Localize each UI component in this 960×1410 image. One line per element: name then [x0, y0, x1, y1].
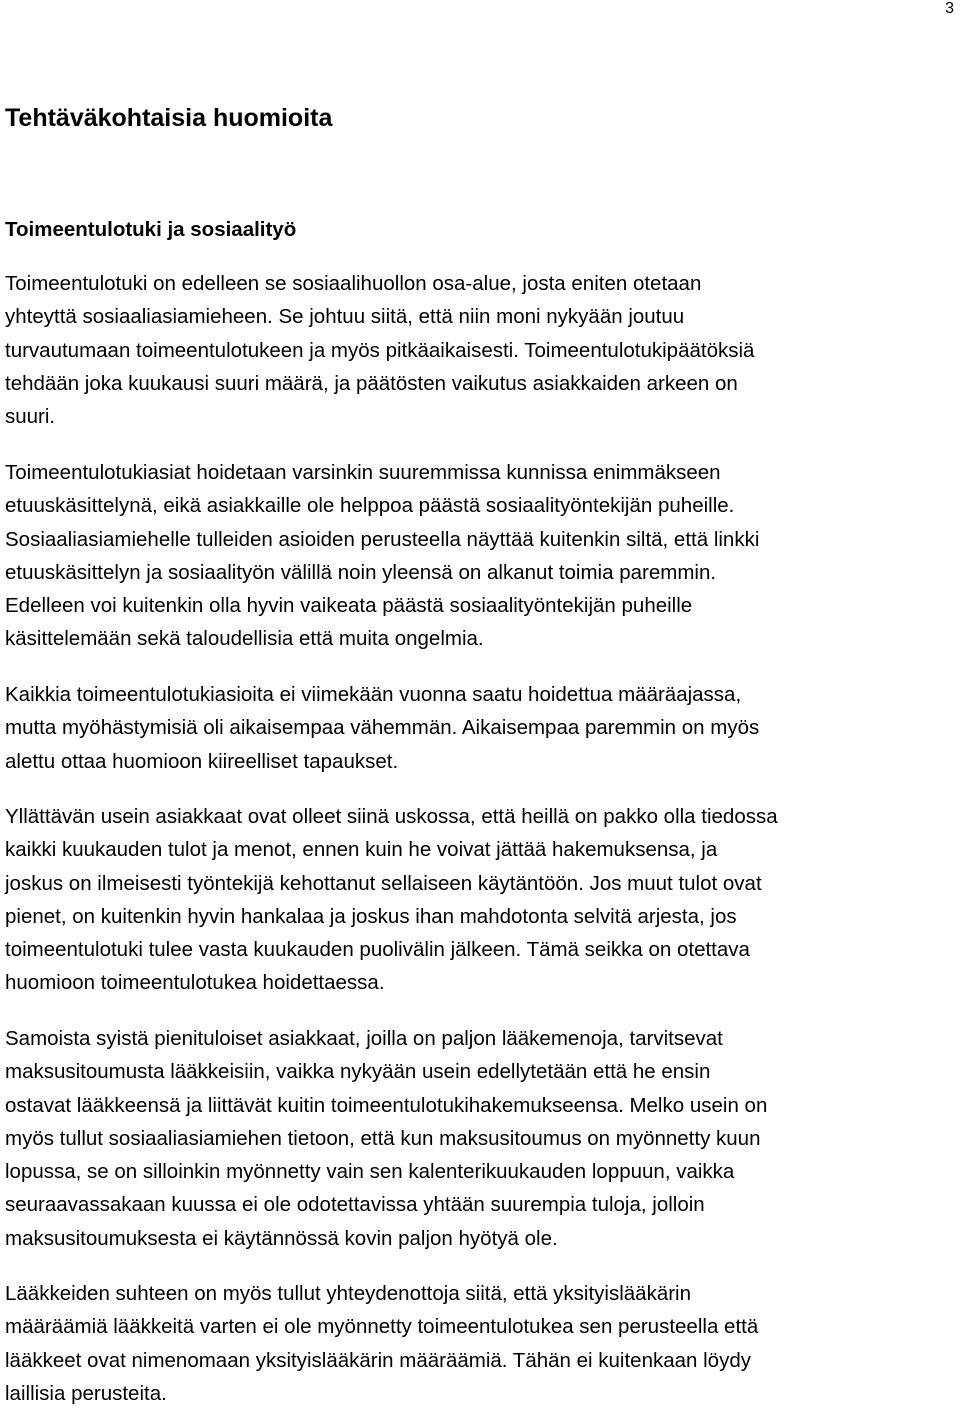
- text-line: Toimeentulotuki on edelleen se sosiaalihuollon osa-alue, josta eniten otetaan: [5, 272, 702, 295]
- section-heading: Toimeentulotuki ja sosiaalityö: [5, 218, 297, 241]
- text-line: laillisia perusteita.: [5, 1381, 167, 1405]
- paragraph: [5, 267, 754, 433]
- text-line: toimeentulotuki tulee vasta kuukauden puolivälin jälkeen. Tämä seikka on otettava: [5, 938, 750, 962]
- text-line: ostavat lääkkeensä ja liittävät kuitin toimeentulotukihakemukseensa. Melko usein on: [5, 1093, 768, 1117]
- text-line: mutta myöhästymisiä oli aikaisempaa vähemmän. Aikaisempaa paremmin on myös: [5, 716, 760, 740]
- text-line: määräämiä lääkkeitä varten ei ole myönnetty toimeentulotukea sen perusteella että: [5, 1315, 759, 1339]
- text-line: turvautumaan toimeentulotukeen ja myös pitkäaikaisesti. Toimeentulotukipäätöksiä: [5, 338, 755, 362]
- text-line: tehdään joka kuukausi suuri määrä, ja päätösten vaikutus asiakkaiden arkeen on: [5, 371, 738, 395]
- text-line: etuuskäsittelyn ja sosiaalityön välillä noin yleensä on alkanut toimia paremmin.: [5, 560, 717, 584]
- text-line: Toimeentulotukiasiat hoidetaan varsinkin suuremmissa kunnissa enimmäkseen: [5, 461, 721, 484]
- text-line: huomioon toimeentulotukea hoidettaessa.: [5, 971, 385, 995]
- paragraph: [5, 678, 759, 778]
- paragraph: [5, 1277, 758, 1410]
- text-line: kaikki kuukauden tulot ja menot, ennen kuin he voivat jättää hakemuksensa, ja: [5, 838, 718, 862]
- text-line: käsittelemään sekä taloudellisia että muita ongelmia.: [5, 627, 484, 651]
- text-line: etuuskäsittelynä, eikä asiakkaille ole helppoa päästä sosiaalityöntekijän puheille.: [5, 494, 735, 518]
- text-line: pienet, on kuitenkin hyvin hankalaa ja joskus ihan mahdotonta selvitä arjesta, jos: [5, 904, 737, 928]
- paragraph: [5, 1022, 767, 1255]
- text-line: suuri.: [5, 405, 56, 429]
- text-line: alettu ottaa huomioon kiireelliset tapaukset.: [5, 749, 399, 773]
- text-line: Kaikkia toimeentulotukiasioita ei viimekään vuonna saatu hoidettua määräajassa,: [5, 683, 742, 706]
- text-line: Sosiaaliasiamiehelle tulleiden asioiden perusteella näyttää kuitenkin siltä, että linkki: [5, 527, 760, 551]
- paragraph: [5, 800, 778, 1000]
- text-line: myös tullut sosiaaliasiamiehen tietoon, että kun maksusitoumus on myönnetty kuun: [5, 1126, 761, 1150]
- page-number: 3: [945, 0, 954, 17]
- document-title: Tehtäväkohtaisia huomioita: [5, 104, 333, 132]
- text-line: lääkkeet ovat nimenomaan yksityislääkärin määräämiä. Tähän ei kuitenkaan löydy: [5, 1348, 751, 1372]
- text-line: Lääkkeiden suhteen on myös tullut yhteydenottoja siitä, että yksityislääkärin: [5, 1282, 691, 1305]
- text-line: Edelleen voi kuitenkin olla hyvin vaikeata päästä sosiaalityöntekijän puheille: [5, 594, 693, 618]
- text-line: seuraavassakaan kuussa ei ole odotettavissa yhtään suurempia tuloja, jolloin: [5, 1193, 705, 1217]
- text-line: Yllättävän usein asiakkaat ovat olleet siinä uskossa, että heillä on pakko olla tiedossa: [5, 805, 778, 828]
- text-line: joskus on ilmeisesti työntekijä kehottanut sellaiseen käytäntöön. Jos muut tulot ovat: [5, 871, 762, 895]
- text-line: Samoista syistä pienituloiset asiakkaat, joilla on paljon lääkemenoja, tarvitsevat: [5, 1027, 723, 1050]
- text-line: yhteyttä sosiaaliasiamieheen. Se johtuu siitä, että niin moni nykyään joutuu: [5, 305, 685, 329]
- text-line: maksusitoumuksesta ei käytännössä kovin paljon hyötyä ole.: [5, 1226, 558, 1250]
- text-line: maksusitoumusta lääkkeisiin, vaikka nykyään usein edellytetään että he ensin: [5, 1060, 711, 1084]
- text-line: lopussa, se on silloinkin myönnetty vain sen kalenterikuukauden loppuun, vaikka: [5, 1160, 735, 1184]
- paragraph: [5, 456, 759, 656]
